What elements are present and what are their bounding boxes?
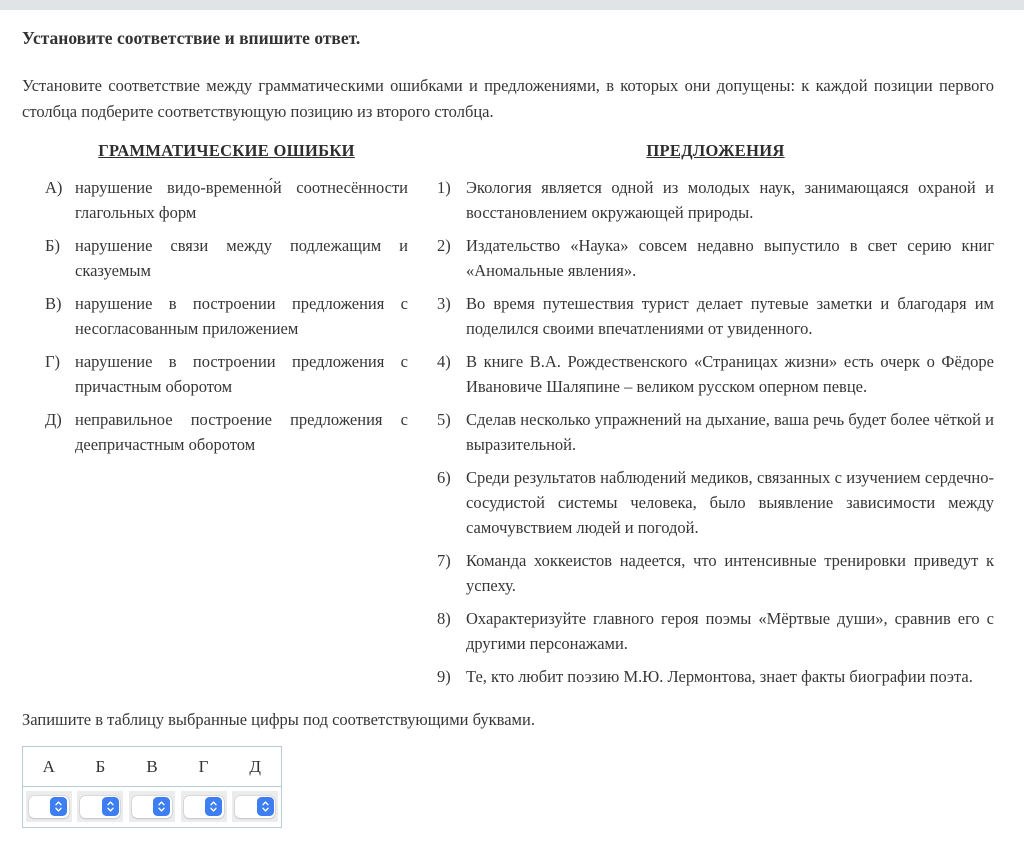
sentence-item-label: 9) [437,667,451,686]
answer-select-background [232,791,278,822]
sentence-item-6 [437,465,994,540]
answer-select-background [129,791,175,822]
answer-select-v[interactable] [132,796,172,818]
answer-column-header-v: В [146,757,158,776]
answer-table-input-row [23,787,281,827]
sentence-item-label: 7) [437,551,451,570]
sentence-item-7 [437,548,994,598]
stepper-arrows-icon [102,797,119,816]
answer-cell-a [23,791,75,822]
sentence-item-label: 8) [437,609,451,628]
error-item-d [45,407,408,457]
error-item-label: Б) [45,236,60,255]
sentence-item-text: Среди результатов наблюдений медиков, связанных с изучением сердечно-сосудистой системы человека, было выявление зависимости между самочувствием людей и погодой. [466,468,994,537]
error-item-label: Г) [45,352,61,371]
stepper-arrows-icon [257,797,274,816]
answer-column-header-d: Д [249,757,261,776]
error-item-label: А) [45,178,63,197]
sentence-item-label: 2) [437,236,451,255]
error-item-text: нарушение видо-временно́й соотнесённости глагольных форм [75,178,408,222]
error-item-label: Д) [45,410,62,429]
answer-cell-g [178,791,230,822]
sentence-item-text: В книге В.А. Рождественского «Страницах жизни» есть очерк о Фёдоре Ивановиче Шаляпине – великом русском оперном певце. [466,352,994,396]
answer-cell-v [126,791,178,822]
error-item-b [45,233,408,283]
stepper-arrows-icon [50,797,67,816]
answer-select-background [77,791,123,822]
sentence-item-text: Охарактеризуйте главного героя поэмы «Мёртвые души», сравнив его с другими персонажами. [466,609,994,653]
stepper-arrows-icon [205,797,222,816]
sentence-item-5 [437,407,994,457]
answer-select-background [181,791,227,822]
sentence-item-4 [437,349,994,399]
answer-table [22,746,282,828]
sentence-item-8 [437,606,994,656]
stepper-arrows-icon [153,797,170,816]
error-item-a [45,175,408,225]
answer-select-background [26,791,72,822]
exercise-page [0,28,1024,848]
sentence-item-2 [437,233,994,283]
page-title: Установите соответствие и впишите ответ. [22,28,361,48]
answer-select-g[interactable] [184,796,224,818]
sentence-item-text: Издательство «Наука» совсем недавно выпустило в свет серию книг «Аномальные явления». [466,236,994,280]
sentences-column-header: ПРЕДЛОЖЕНИЯ [646,141,785,160]
top-bar [0,0,1024,10]
answer-column-header-g: Г [198,757,209,776]
answer-table-header-row [23,747,281,787]
task-instruction: Установите соответствие между грамматическими ошибками и предложениями, в которых они допущены: к каждой позиции первого столбца подберите соответствующую позицию из второго столбца. [22,76,994,121]
errors-column-header: ГРАММАТИЧЕСКИЕ ОШИБКИ [98,141,355,160]
error-item-text: нарушение связи между подлежащим и сказуемым [75,236,408,280]
sentence-item-label: 5) [437,410,451,429]
sentence-item-text: Экология является одной из молодых наук, занимающаяся охраной и восстановлением окружающей природы. [466,178,994,222]
answer-cell-b [75,791,127,822]
error-item-text: нарушение в построении предложения с несогласованным приложением [75,294,408,338]
error-item-g [45,349,408,399]
answer-column-header-b: Б [95,757,106,776]
sentence-item-1 [437,175,994,225]
matching-columns [22,141,994,697]
sentence-item-text: Сделав несколько упражнений на дыхание, ваша речь будет более чёткой и выразительной. [466,410,994,454]
error-item-text: нарушение в построении предложения с причастным оборотом [75,352,408,396]
sentence-item-label: 6) [437,468,451,487]
sentence-item-text: Те, кто любит поэзию М.Ю. Лермонтова, знает факты биографии поэта. [466,667,973,686]
sentence-item-text: Во время путешествия турист делает путевые заметки и благодаря им поделился своими впечатлениями от увиденного. [466,294,994,338]
answer-instruction: Запишите в таблицу выбранные цифры под соответствующими буквами. [22,710,535,729]
answer-column-header-a: А [42,757,55,776]
answer-select-d[interactable] [235,796,275,818]
error-item-v [45,291,408,341]
answer-select-b[interactable] [80,796,120,818]
sentences-column [437,141,994,697]
sentence-item-9 [437,664,994,689]
sentence-item-3 [437,291,994,341]
answer-select-a[interactable] [29,796,69,818]
sentence-item-text: Команда хоккеистов надеется, что интенсивные тренировки приведут к успеху. [466,551,994,595]
errors-column [45,141,408,697]
sentence-item-label: 4) [437,352,451,371]
error-item-text: неправильное построение предложения с деепричастным оборотом [75,410,408,454]
sentence-item-label: 1) [437,178,451,197]
answer-cell-d [229,791,281,822]
error-item-label: В) [45,294,62,313]
sentence-item-label: 3) [437,294,451,313]
